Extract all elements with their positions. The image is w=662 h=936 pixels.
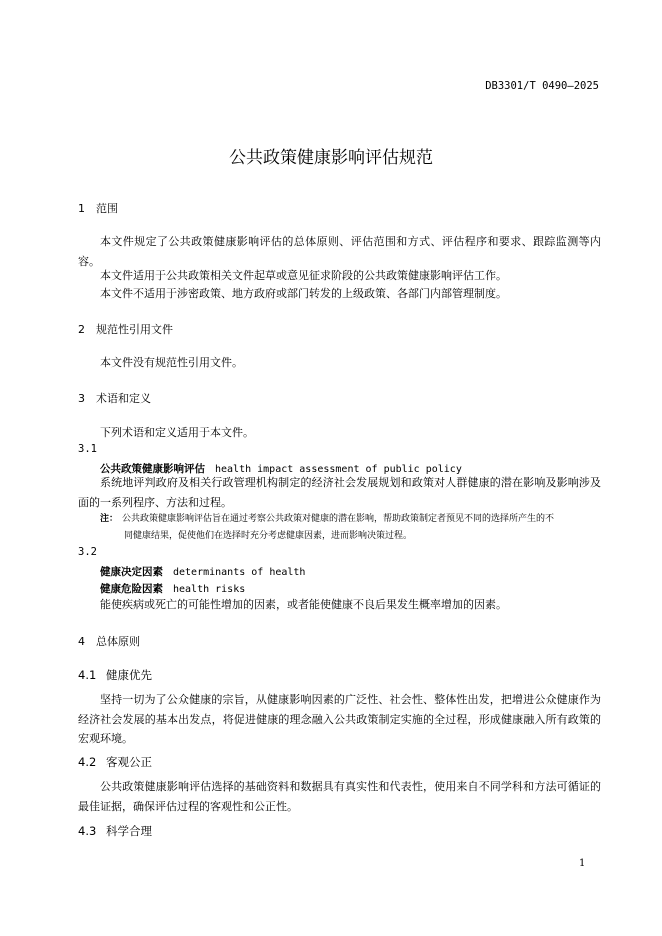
subsection-number: 4.1 <box>78 668 97 682</box>
term-english: health impact assessment of public policy <box>215 464 462 475</box>
subsection-4-2-heading <box>78 754 152 770</box>
subsection-title: 客观公正 <box>106 755 152 769</box>
section-number: 3 <box>78 392 85 405</box>
note-text: 公共政策健康影响评估旨在通过考察公共政策对健康的潜在影响，帮助政策制定者预见不同的选择所产生的不 <box>122 514 555 524</box>
term-definition: 系统地评判政府及相关行政管理机构制定的经济社会发展规划和政策对人群健康的潜在影响及影响涉及面的一系列程序、方法和过程。 <box>78 476 601 509</box>
section-1-heading <box>78 200 118 216</box>
term-number: 3.1 <box>78 443 97 455</box>
term-entry <box>100 581 245 596</box>
paragraph: 本文件适用于公共政策相关文件起草或意见征求阶段的公共政策健康影响评估工作。 <box>100 269 507 282</box>
subsection-4-3-heading <box>78 823 152 839</box>
paragraph: 下列术语和定义适用于本文件。 <box>100 426 254 439</box>
section-3-heading <box>78 390 151 406</box>
paragraph: 本文件规定了公共政策健康影响评估的总体原则、评估范围和方式、评估程序和要求、跟踪监测等内容。 <box>78 235 601 268</box>
subsection-title: 科学合理 <box>106 824 152 838</box>
section-title: 术语和定义 <box>96 392 151 405</box>
section-title: 规范性引用文件 <box>96 323 173 336</box>
page-title: 公共政策健康影响评估规范 <box>229 148 433 168</box>
section-number: 1 <box>78 202 85 215</box>
paragraph: 坚持一切为了公众健康的宗旨，从健康影响因素的广泛性、社会性、整体性出发，把增进公众健康作为经济社会发展的基本出发点，将促进健康的理念融入公共政策制定实施的全过程，形成健康融入所有政策的宏观环境。 <box>78 693 601 745</box>
term-english: determinants of health <box>173 567 306 578</box>
term-definition: 能使疾病或死亡的可能性增加的因素，或者能使健康不良后果发生概率增加的因素。 <box>100 598 507 611</box>
section-number: 4 <box>78 635 85 648</box>
term-chinese: 健康危险因素 <box>100 583 163 595</box>
section-2-heading <box>78 321 173 337</box>
subsection-title: 健康优先 <box>106 668 152 682</box>
paragraph: 本文件没有规范性引用文件。 <box>100 356 243 369</box>
subsection-4-1-heading <box>78 667 152 683</box>
term-english: health risks <box>173 584 246 595</box>
subsection-number: 4.3 <box>78 824 97 838</box>
term-note <box>100 511 600 545</box>
paragraph: 本文件不适用于涉密政策、地方政府或部门转发的上级政策、各部门内部管理制度。 <box>100 287 507 300</box>
note-label: 注： <box>100 514 119 524</box>
term-chinese: 健康决定因素 <box>100 566 163 578</box>
note-text-continued: 同健康结果，促使他们在选择时充分考虑健康因素，进而影响决策过程。 <box>124 531 413 541</box>
paragraph: 公共政策健康影响评估选择的基础资料和数据具有真实性和代表性，使用来自不同学科和方法可循证的最佳证据，确保评估过程的客观性和公正性。 <box>78 780 601 813</box>
term-chinese: 公共政策健康影响评估 <box>100 463 205 475</box>
page-number: 1 <box>579 858 586 869</box>
term-entry <box>100 564 305 579</box>
section-number: 2 <box>78 323 85 336</box>
subsection-number: 4.2 <box>78 755 97 769</box>
section-title: 范围 <box>96 202 118 215</box>
section-title: 总体原则 <box>96 635 140 648</box>
document-code: DB3301/T 0490—2025 <box>485 80 599 92</box>
term-number: 3.2 <box>78 546 97 558</box>
section-4-heading <box>78 633 140 649</box>
